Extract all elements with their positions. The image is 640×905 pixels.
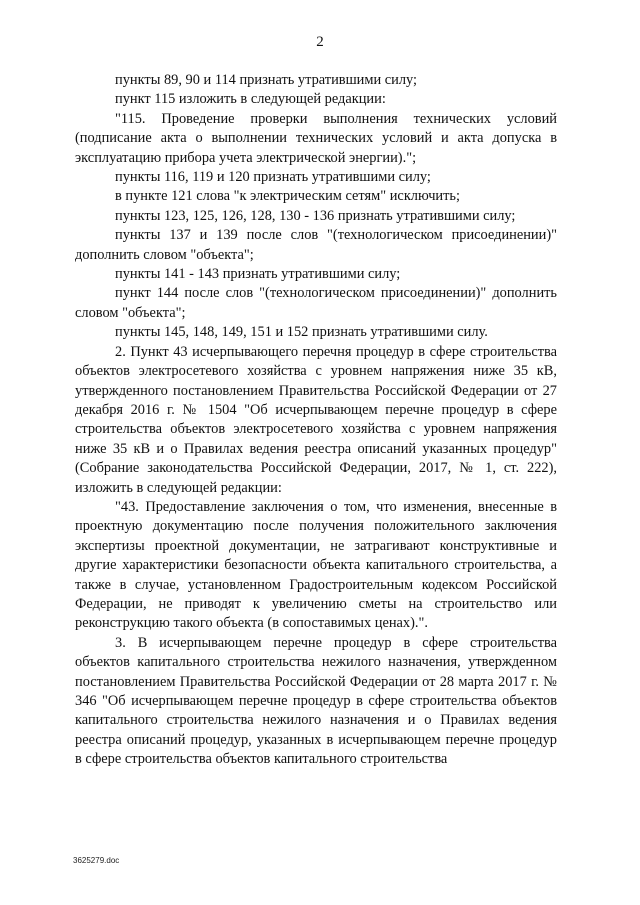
paragraph-7: пункты 137 и 139 после слов "(технологическом присоединении)" дополнить словом "объекта";	[75, 227, 557, 263]
page-number: 2	[316, 34, 324, 50]
paragraph-13: 3. В исчерпывающем перечне процедур в сфере строительства объектов капитального строительства нежилого назначения, утвержденном постановлением Правительства Российской Федерации от 28 марта 2017 г. № 346 "Об исчерпывающем перечне процедур в сфере строительства объектов капитального строительства нежилого назначения и о Правилах ведения реестра описаний процедур, указанных в исчерпывающем перечне процедур в сфере строительства объектов капитального строительства	[75, 634, 557, 768]
paragraph-12: "43. Предоставление заключения о том, что изменения, внесенные в проектную документацию после получения положительного заключения экспертизы проектной документации, не затрагивают конструктивные и другие характеристики безопасности объекта капитального строительства, а также в случае, установленном Градостроительным кодексом Российской Федерации, не приводят к увеличению сметы на строительство или реконструкцию такого объекта (в сопоставимых ценах).".	[75, 498, 557, 632]
paragraph-9: пункт 144 после слов "(технологическом присоединении)" дополнить словом "объекта";	[75, 285, 557, 321]
paragraph-5: в пункте 121 слова "к электрическим сетям" исключить;	[115, 188, 460, 205]
paragraph-3: "115. Проведение проверки выполнения технических условий (подписание акта о выполнении технических условий и акта допуска в эксплуатацию прибора учета электрической энергии).";	[75, 110, 557, 166]
paragraph-1: пункты 89, 90 и 114 признать утратившими силу;	[115, 72, 418, 88]
paragraph-11: 2. Пункт 43 исчерпывающего перечня процедур в сфере строительства объектов электросетевого хозяйства с уровнем напряжения ниже 35 кВ, утвержденного постановлением Правительства Российской Федерации от 27 декабря 2016 г. № 1504 "Об исчерпывающем перечне процедур в сфере строительства объектов электросетевого хозяйства с уровнем напряжения ниже 35 кВ и о Правилах ведения реестра описаний указанных процедур" (Собрание законодательства Российской Федерации, 2017, № 1, ст. 222), изложить в следующей редакции:	[75, 343, 557, 496]
paragraph-6: пункты 123, 125, 126, 128, 130 - 136 признать утратившими силу;	[115, 207, 516, 224]
paragraph-4: пункты 116, 119 и 120 признать утратившими силу;	[115, 169, 431, 186]
paragraph-2: пункт 115 изложить в следующей редакции:	[115, 91, 386, 108]
document-body	[75, 71, 557, 770]
paragraph-8: пункты 141 - 143 признать утратившими силу;	[115, 266, 401, 283]
paragraph-10: пункты 145, 148, 149, 151 и 152 признать утратившими силу.	[115, 324, 488, 341]
file-name-footer: 3625279.doc	[73, 856, 120, 865]
